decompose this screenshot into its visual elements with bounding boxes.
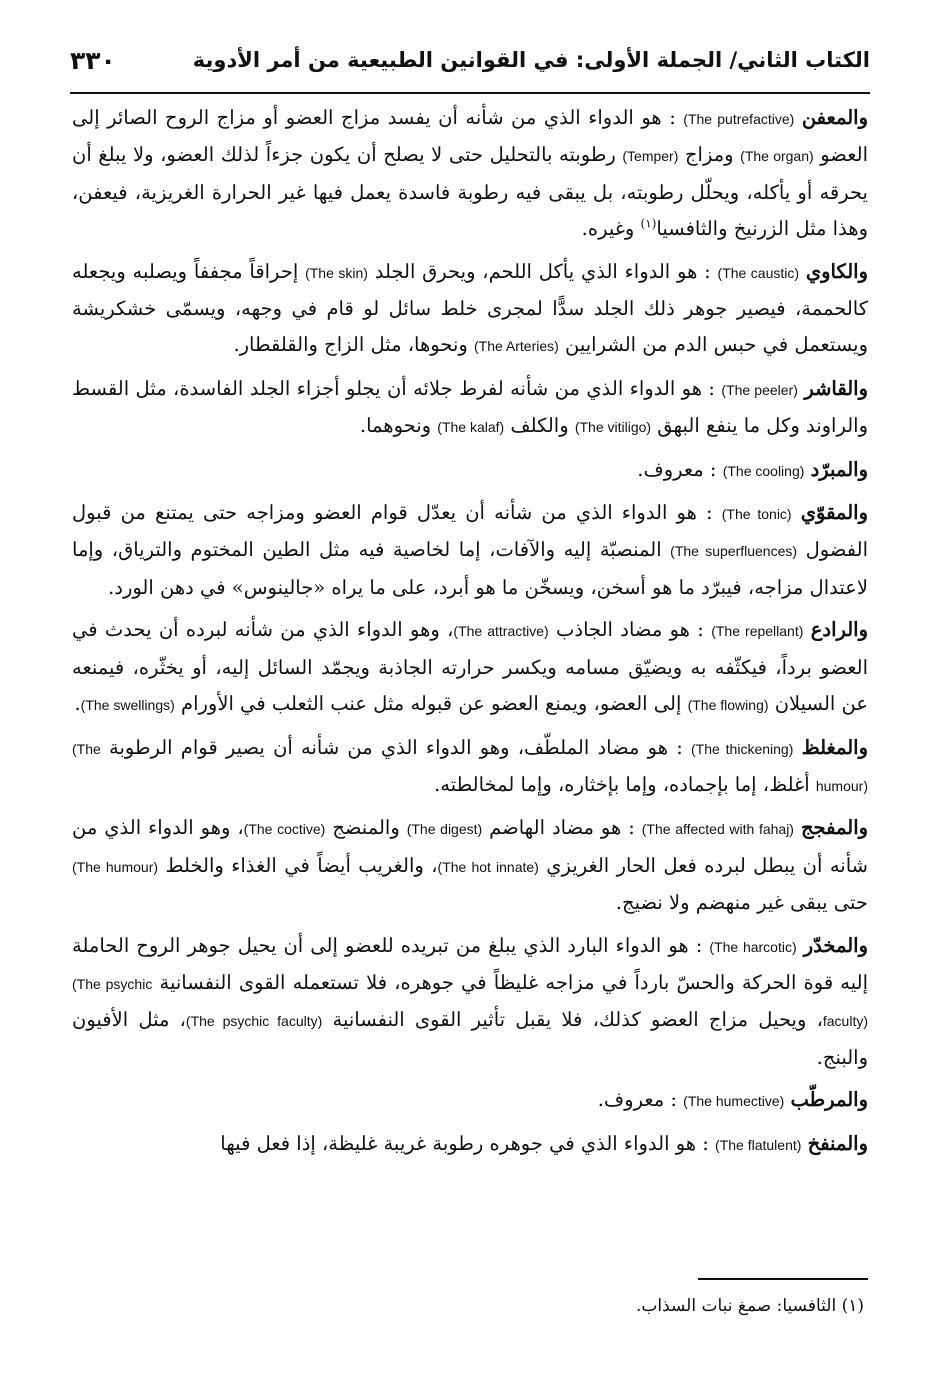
entry-text: المنصبّة إليه والآفات، إما لخاصية فيه مثل الطين المختوم والترياق، وإما لاعتدال مزاجه، فيبرّد ما هو أسخن، ويسخّن ما هو أبرد، على ما يراه «جالينوس» في دهن الورد.: [72, 538, 868, 599]
english-gloss: (The vitiligo): [574, 419, 652, 436]
entry-text: : هو الدواء الذي من شأنه أن يفسد مزاج العضو أو مزاج الروح الصائر إلى العضو: [72, 106, 868, 167]
term: والمفجج: [800, 816, 868, 840]
entry-text: : معروف.: [597, 1088, 677, 1112]
english-gloss: (The psychic faculty): [185, 1013, 323, 1030]
entry-narcotic: [72, 928, 868, 1077]
english-gloss: (The cooling): [722, 462, 805, 479]
english-gloss: (The harcotic): [709, 938, 797, 955]
english-gloss: (The repellant): [711, 623, 804, 640]
entry-text: .: [74, 692, 81, 716]
entry-text: والكلف: [510, 414, 569, 438]
footnote-text: الثافسيا: صمغ نبات السذاب.: [635, 1296, 837, 1316]
term: والمبرّد: [810, 457, 868, 481]
entry-text: أغلظ، إما بإجماده، وإما بإخثاره، وإما لمخالطته.: [434, 772, 810, 796]
entry-fahaj: [72, 810, 868, 921]
entry-text: رطوبته بالتحليل حتى لا يصلح أن يكون جزءاً لذلك العضو، ولا يبلغ أن يحرقه أو يأكله، ويحلّل رطوبته، بل يبقى فيه رطوبة فاسدة يعمل فيها غير الحرارة الغريزية، فيعفن، وهذا مثل الزرنيخ والثافسيا: [72, 143, 868, 241]
english-gloss: (The humective): [683, 1093, 785, 1110]
english-gloss: (The flatulent): [715, 1136, 802, 1153]
english-gloss: (The attractive): [453, 623, 549, 640]
english-gloss: (The caustic): [717, 264, 800, 281]
footnote-marker: (١): [640, 216, 657, 231]
english-gloss: (The tonic): [721, 506, 792, 523]
entry-text: ، ويحيل مزاج العضو كذلك، فلا يقبل تأثير القوى النفسانية: [332, 1008, 823, 1032]
header-rule: [70, 92, 870, 94]
entry-text: : هو مضاد الهاضم: [489, 816, 635, 840]
english-gloss: (The skin): [305, 264, 368, 281]
entry-caustic: [72, 254, 868, 365]
page-number: ٣٣٠: [70, 45, 116, 75]
entry-text: إلى العضو، ويمنع العضو عن قبوله مثل عنب الثعلب في الأورام: [181, 692, 682, 716]
entry-tonic: [72, 495, 868, 606]
term: والمخدّر: [803, 933, 868, 957]
english-gloss: (The putrefactive): [683, 111, 795, 127]
entry-text: ، والغريب أيضاً في الغذاء والخلط: [165, 853, 438, 877]
english-gloss: (The humour): [72, 740, 868, 794]
term: والمرطّب: [790, 1088, 868, 1112]
entry-text: : هو الدواء الذي في جوهره رطوبة غريبة غليظة، إذا فعل فيها: [220, 1131, 709, 1155]
entry-thickening: [72, 730, 868, 805]
footnote-marker: (١): [841, 1296, 864, 1316]
term: والمغلظ: [801, 735, 868, 759]
english-gloss: (The psychic faculty): [72, 975, 868, 1030]
entry-putrefactive: [72, 100, 868, 248]
footnote-rule: [698, 1278, 868, 1280]
entry-peeler: [72, 371, 868, 446]
entry-humective: [72, 1082, 868, 1119]
english-gloss: (The swellings): [80, 697, 175, 714]
entry-text: : هو الدواء البارد الذي يبلغ من تبريده للعضو إلى أن يحيل جوهر الروح الحاملة إليه قوة الحركة والحسّ بارداً في مزاجه غليظاً في جوهره، فلا تستعمله القوى النفسانية: [72, 933, 868, 994]
english-gloss: (The Arteries): [474, 338, 559, 355]
english-gloss: (The flowing): [687, 697, 769, 714]
page-header: [70, 34, 870, 86]
english-gloss: (The coctive): [243, 821, 326, 838]
term: والمنفخ: [807, 1131, 868, 1155]
term: والقاشر: [804, 376, 868, 400]
entry-text: : هو مضاد الملطّف، وهو الدواء الذي من شأنه أن يصير قوام الرطوبة: [109, 735, 683, 759]
entry-text: حتى يبقى غير منهضم ولا نضيج.: [615, 891, 868, 915]
english-gloss: (The humour): [72, 858, 159, 875]
entry-flatulent: [72, 1126, 868, 1163]
term: والرادع: [810, 618, 868, 642]
english-gloss: (The thickening): [690, 740, 794, 757]
entry-text: ونحوهما.: [359, 414, 432, 438]
english-gloss: (The superfluences): [670, 543, 798, 560]
english-gloss: (Temper): [622, 148, 679, 165]
body-text: [72, 100, 868, 1270]
entry-text: ونحوها، مثل الزاج والقلقطار.: [233, 333, 468, 357]
english-gloss: (The affected with fahaj): [641, 821, 794, 838]
entry-text: إحراقاً مجففاً ويصلبه ويجعله كالحممة، فيصير جوهر ذلك الجلد سدًّا لمجرى خلط سائل لو قام في وجهه، ويسمّى خشكريشة ويستعمل في حبس الدم من الشرايين: [72, 259, 868, 357]
english-gloss: (The hot innate): [437, 858, 539, 875]
entry-text: ومزاج: [684, 143, 734, 167]
term: والكاوي: [805, 259, 868, 283]
term: والمقوّي: [800, 501, 868, 525]
entry-text: : هو مضاد الجاذب: [556, 618, 704, 642]
entry-repellant: [72, 612, 868, 723]
entry-text: : هو الدواء الذي من شأنه أن يعدّل قوام العضو ومزاجه حتى يمتنع من قبول الفضول: [72, 501, 868, 562]
english-gloss: (The kalaf): [437, 419, 505, 436]
english-gloss: (The peeler): [721, 381, 798, 398]
entry-text: : هو الدواء الذي من شأنه لفرط جلائه أن يجلو أجزاء الجلد الفاسدة، مثل القسط والراوند وكل ما ينفع البهق: [72, 376, 868, 438]
entry-text: ، مثل الأفيون والبنج.: [72, 1008, 868, 1069]
english-gloss: (The organ): [740, 148, 814, 165]
entry-text: والمنضج: [332, 816, 400, 840]
entry-text: وغيره.: [581, 217, 635, 241]
entry-text: ، وهو الدواء الذي من شأنه أن يبطل لبرده فعل الحار الغريزي: [72, 816, 868, 877]
english-gloss: (The digest): [406, 821, 483, 838]
entry-text: ، وهو الدواء الذي من شأنه لبرده أن يحدث في العضو برداً، فيكثّفه به ويضيّق مسامه ويكسر حرارته الجاذبة ويجمّد السائل إليه، أو يخثّره، فيمنعه عن السيلان: [72, 618, 868, 716]
term: والمعفن: [801, 106, 868, 129]
entry-text: : هو الدواء الذي يأكل اللحم، ويحرق الجلد: [374, 259, 711, 283]
running-title: الكتاب الثاني/ الجملة الأولى: في القوانين الطبيعية من أمر الأدوية: [192, 48, 870, 72]
footnote: [72, 1292, 864, 1320]
entry-cooling: [72, 452, 868, 489]
entry-text: : معروف.: [637, 457, 717, 481]
